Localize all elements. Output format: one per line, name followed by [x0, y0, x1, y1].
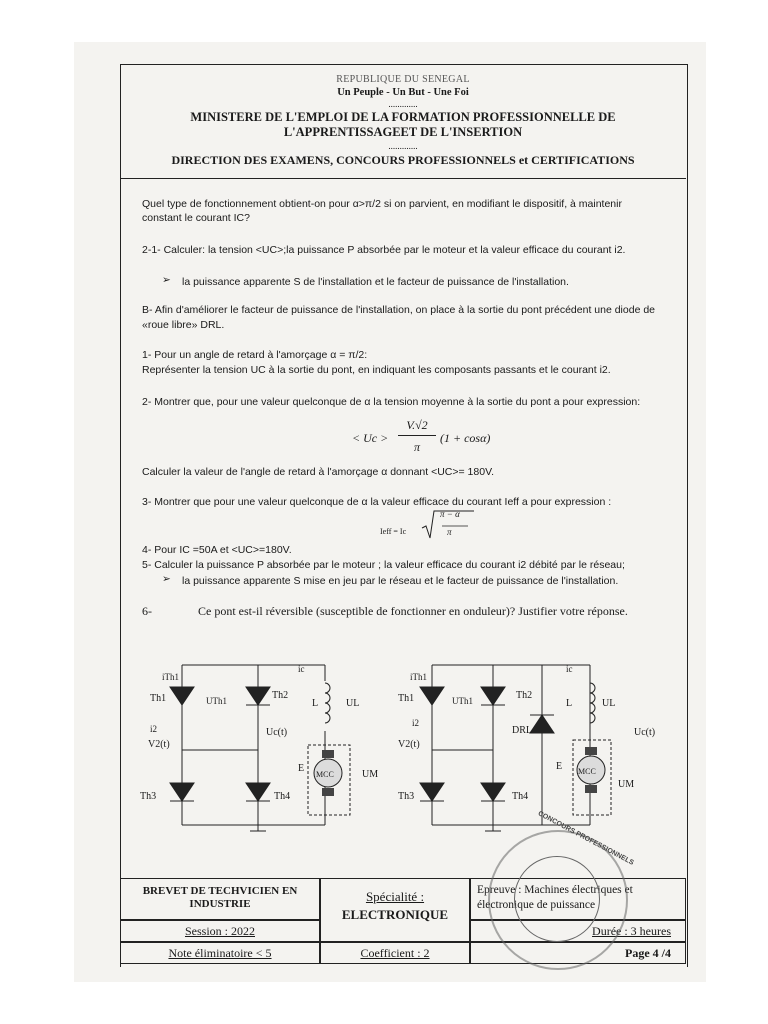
label-l: L — [312, 698, 319, 709]
separator-dots: ............. — [388, 99, 418, 109]
bullet-arrow-2: ➢ — [162, 573, 171, 585]
label-ith1-2: iTh1 — [410, 672, 427, 682]
stamp-text: CONCOURS PROFESSIONNELS — [536, 810, 635, 867]
footer-duree: Durée : 3 heures — [470, 920, 686, 942]
footer-brevet: BREVET DE TECHVICIEN EN INDUSTRIE — [142, 885, 298, 910]
label-drl: DRL — [512, 725, 532, 736]
footer-cell-brevet — [120, 878, 320, 920]
footer-specialite-label: Spécialité : — [365, 889, 425, 904]
question-2-calc: Calculer la valeur de l'angle de retard à l'amorçage α donnant <UC>= 180V. — [142, 466, 495, 478]
footer-coefficient: Coefficient : 2 — [320, 942, 470, 964]
label-mcc-2: MCC — [578, 767, 596, 776]
footer-note: Note éliminatoire < 5 — [120, 942, 320, 964]
ministry-name: MINISTERE DE L'EMPLOI DE LA FORMATION PROFESSIONNELLE DE L'APPRENTISSAGEET DE L'INSERTION — [190, 110, 616, 139]
label-i2: i2 — [150, 724, 158, 734]
circuit-1 — [170, 665, 350, 831]
national-motto: Un Peuple - Un But - Une Foi — [337, 87, 469, 98]
footer-page: Page 4 /4 — [470, 942, 686, 964]
header-rule — [120, 178, 686, 179]
label-th2-2: Th2 — [516, 690, 533, 701]
formula-uc-right: (1 + cosα) — [440, 431, 491, 445]
footer-session: Session : 2022 — [120, 920, 320, 942]
question-b-line2: «roue libre» DRL. — [142, 319, 225, 331]
label-uth1: UTh1 — [206, 696, 227, 706]
label-um: UM — [362, 769, 379, 780]
label-th4: Th4 — [274, 791, 291, 802]
question-b-line1: B- Afin d'améliorer le facteur de puissance de l'installation, on place à la sortie du pont précédent une diode de — [142, 304, 656, 316]
label-e: E — [298, 763, 305, 774]
question-intro-line2: constant le courant IC? — [142, 212, 250, 224]
label-ith1: iTh1 — [162, 672, 179, 682]
footer-specialite: ELECTRONIQUE — [341, 907, 449, 922]
formula-ieff-numerator: π − α — [440, 509, 460, 519]
question-3: 3- Montrer que pour une valeur quelconque de α la valeur efficace du courant Ieff a pour expression : — [142, 496, 612, 508]
formula-uc-fraction-bar — [398, 435, 436, 436]
label-th3: Th3 — [140, 791, 157, 802]
label-uc: Uc(t) — [266, 727, 288, 738]
question-2-1: 2-1- Calculer: la tension <UC>;la puissance P absorbée par le moteur et la valeur efficace du courant i2. — [142, 244, 626, 256]
direction-name: DIRECTION DES EXAMENS, CONCOURS PROFESSIONNELS et CERTIFICATIONS — [171, 153, 635, 167]
question-6-number: 6- — [142, 604, 152, 618]
footer-epreuve: Epreuve : Machines électriques et électronique de puissance — [470, 878, 686, 920]
label-th1: Th1 — [150, 693, 167, 704]
country-name: REPUBLIQUE DU SENEGAL — [336, 74, 470, 85]
circuit-diagrams — [130, 655, 650, 835]
separator-dots-2: ............. — [388, 141, 418, 151]
label-um-2: UM — [618, 779, 635, 790]
label-ic-2: ic — [566, 664, 573, 674]
label-i2-2: i2 — [412, 718, 420, 728]
question-4: 4- Pour IC =50A et <UC>=180V. — [142, 544, 292, 556]
formula-uc-left: < Uc > — [352, 431, 389, 445]
formula-ieff-left: Ieff = Ic — [380, 527, 407, 536]
question-2: 2- Montrer que, pour une valeur quelconque de α la tension moyenne à la sortie du pont a pour expression: — [142, 396, 641, 408]
formula-ieff-denominator: π — [447, 527, 452, 537]
footer-cell-specialite — [320, 878, 470, 942]
label-l-2: L — [566, 698, 573, 709]
label-ul-2: UL — [602, 698, 616, 709]
question-2-1-bullet: la puissance apparente S de l'installation et le facteur de puissance de l'installation. — [182, 276, 569, 288]
label-th4-2: Th4 — [512, 791, 529, 802]
label-th1-2: Th1 — [398, 693, 415, 704]
question-intro-line1: Quel type de fonctionnement obtient-on pour α>π/2 si on parvient, en modifiant le dispositif, à maintenir — [142, 198, 622, 210]
label-uth1-2: UTh1 — [452, 696, 473, 706]
question-1-line2: Représenter la tension UC à la sortie du pont, en indiquant les composants passants et le courant i2. — [142, 364, 611, 376]
label-mcc: MCC — [316, 770, 334, 779]
label-th3-2: Th3 — [398, 791, 415, 802]
formula-uc-numerator: V.√2 — [406, 418, 428, 432]
label-th2: Th2 — [272, 690, 289, 701]
bullet-arrow: ➢ — [162, 274, 171, 286]
label-ic: ic — [298, 664, 305, 674]
label-e-2: E — [556, 761, 563, 772]
label-v2: V2(t) — [148, 739, 170, 750]
question-5: 5- Calculer la puissance P absorbée par le moteur ; la valeur efficace du courant i2 débité par le réseau; — [142, 559, 625, 571]
label-v2-2: V2(t) — [398, 739, 420, 750]
official-stamp-inner — [514, 856, 600, 942]
question-6: Ce pont est-il réversible (susceptible de fonctionner en onduleur)? Justifier votre réponse. — [198, 604, 628, 618]
label-uc-2: Uc(t) — [634, 727, 656, 738]
question-1-line1: 1- Pour un angle de retard à l'amorçage α = π/2: — [142, 349, 368, 361]
question-5-bullet: la puissance apparente S mise en jeu par le réseau et le facteur de puissance de l'installation. — [182, 575, 619, 587]
label-ul: UL — [346, 698, 360, 709]
formula-uc-denominator: π — [413, 440, 420, 454]
